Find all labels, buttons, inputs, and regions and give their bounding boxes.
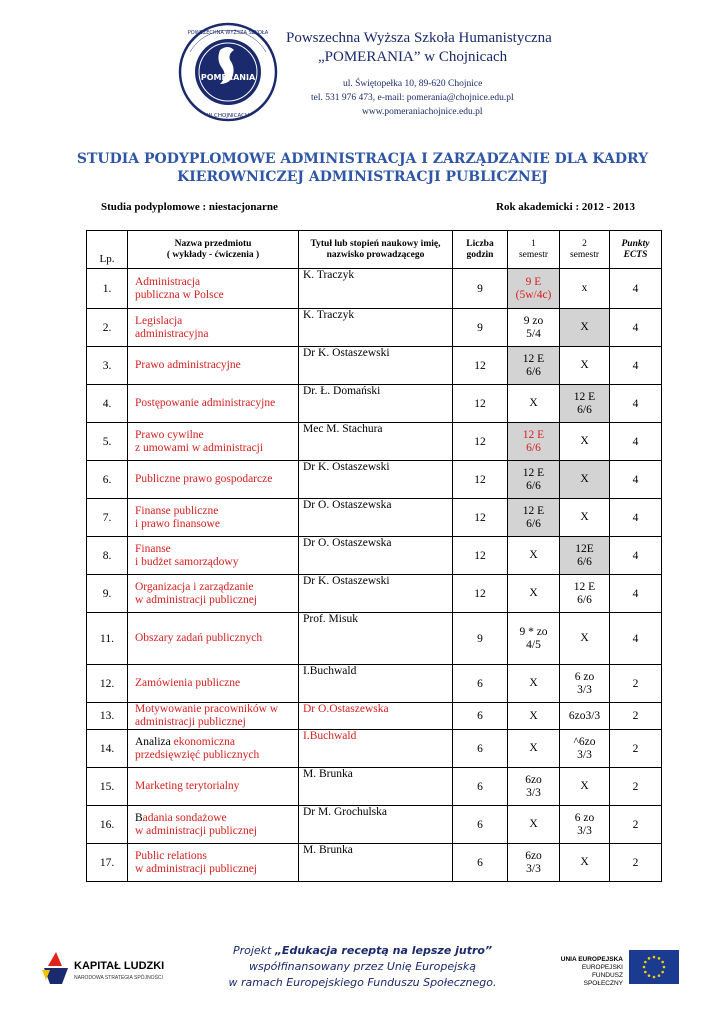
footer-line1-pre: Projekt xyxy=(232,944,275,957)
footer-line3: w ramach Europejskiego Funduszu Społecznego. xyxy=(228,976,497,989)
row-number: 15. xyxy=(87,768,128,806)
header-sem1-l1: 1 xyxy=(531,238,536,249)
header-lp: Lp. xyxy=(87,231,128,269)
semester2-cell xyxy=(560,499,610,537)
row-number: 9. xyxy=(87,575,128,613)
eu-text xyxy=(555,956,623,988)
academic-year: Rok akademicki : 2012 - 2013 xyxy=(496,201,636,213)
hours-cell: 6 xyxy=(453,665,508,703)
semester2-value: 6 zo xyxy=(574,670,595,683)
semester1-value: 6zo xyxy=(525,849,542,862)
semester2-detail: 3/3 xyxy=(577,748,592,761)
lecturer-cell: Dr O. Ostaszewska xyxy=(299,537,453,575)
table-row xyxy=(87,347,662,385)
lecturer-cell: M. Brunka xyxy=(299,844,453,882)
header-subject-l1: Nazwa przedmiotu xyxy=(174,238,252,249)
ects-cell: 4 xyxy=(610,423,662,461)
subject-line1 xyxy=(135,812,298,825)
subject-cell xyxy=(128,499,299,537)
semester1-cell xyxy=(508,537,560,575)
subject-cell xyxy=(128,768,299,806)
ects-cell: 4 xyxy=(610,385,662,423)
document-title xyxy=(0,150,725,186)
subject-line1: Finanse xyxy=(135,542,171,555)
footer-project-name: „Edukacja receptą na lepsze jutro” xyxy=(274,944,493,957)
subject-line1: Organizacja i zarządzanie xyxy=(135,580,254,593)
subject-line2: przedsięwzięć publicznych xyxy=(135,748,260,761)
eu-star-icon xyxy=(663,966,666,969)
subject-line1: Prawo administracyjne xyxy=(135,359,241,371)
semester2-value: 6 zo xyxy=(574,811,595,824)
curriculum-table xyxy=(86,230,662,882)
semester2-cell xyxy=(560,385,610,423)
row-number: 16. xyxy=(87,806,128,844)
table-row xyxy=(87,613,662,665)
semester2-value: X xyxy=(580,632,589,644)
semester2-cell xyxy=(560,537,610,575)
svg-text:POWSZECHNA WYŻSZA SZKOŁA: POWSZECHNA WYŻSZA SZKOŁA xyxy=(187,30,269,36)
ects-cell: 2 xyxy=(610,768,662,806)
hours-cell: 12 xyxy=(453,347,508,385)
svg-text:POMERANIA: POMERANIA xyxy=(200,73,256,82)
table-row xyxy=(87,537,662,575)
subject-line1-part-a: B xyxy=(135,811,143,824)
semester2-value: X xyxy=(580,780,589,792)
semester2-value: ^6zo xyxy=(573,735,596,748)
semester2-value: X xyxy=(580,511,589,523)
subject-line2: administracyjna xyxy=(135,327,209,340)
institution-name: Powszechna Wyższa Szkoła Humanistyczna xyxy=(286,30,552,46)
semester1-value: X xyxy=(529,677,538,689)
semester2-cell xyxy=(560,613,610,665)
hours-cell: 12 xyxy=(453,423,508,461)
lecturer-cell: Dr M. Grochulska xyxy=(299,806,453,844)
subject-line1: Publiczne prawo gospodarcze xyxy=(135,473,273,485)
institution-website: www.pomeraniachojnice.edu.pl xyxy=(362,107,483,117)
table-row xyxy=(87,575,662,613)
semester1-value: X xyxy=(529,549,538,561)
header-ects xyxy=(610,231,662,269)
row-number: 14. xyxy=(87,730,128,768)
subject-line1: Obszary zadań publicznych xyxy=(135,632,263,644)
subject-cell xyxy=(128,806,299,844)
semester2-cell xyxy=(560,423,610,461)
subject-cell xyxy=(128,537,299,575)
lecturer-cell: Prof. Misuk xyxy=(299,613,453,665)
semester1-cell xyxy=(508,423,560,461)
semester2-value: X xyxy=(580,359,589,371)
semester1-value: 9 zo xyxy=(523,314,544,327)
semester2-value: X xyxy=(580,321,589,333)
row-number: 17. xyxy=(87,844,128,882)
row-number: 12. xyxy=(87,665,128,703)
institution-contact: tel. 531 976 473, e-mail: pomerania@chojnice.edu.pl xyxy=(311,93,514,103)
subject-line1: Finanse publiczne xyxy=(135,504,219,517)
title-line2: KIEROWNICZEJ ADMINISTRACJI PUBLICZNEJ xyxy=(177,169,548,185)
title-line1: STUDIA PODYPLOMOWE ADMINISTRACJA I ZARZĄDZANIE DLA KADRY xyxy=(76,151,649,167)
header-lecturer-l1: Tytuł lub stopień naukowy imię, xyxy=(310,238,441,249)
header-lecturer xyxy=(299,231,453,269)
semester1-cell xyxy=(508,703,560,730)
eu-star-icon xyxy=(661,961,664,964)
subject-cell xyxy=(128,844,299,882)
lecturer-cell: Dr O. Ostaszewska xyxy=(299,499,453,537)
ects-cell: 4 xyxy=(610,499,662,537)
institution-header xyxy=(178,22,552,124)
institution-name-line2: „POMERANIA” w Chojnicach xyxy=(318,49,508,65)
subject-cell xyxy=(128,423,299,461)
header-subject xyxy=(128,231,299,269)
semester2-value: 12 E xyxy=(573,580,596,593)
semester1-cell xyxy=(508,309,560,347)
table-row xyxy=(87,423,662,461)
university-logo xyxy=(178,22,278,122)
header-hours xyxy=(453,231,508,269)
header-sem2-l1: 2 xyxy=(582,238,587,249)
eu-star-icon xyxy=(648,974,651,977)
subject-cell xyxy=(128,269,299,309)
semester2-cell xyxy=(560,844,610,882)
semester1-cell xyxy=(508,768,560,806)
semester2-detail: 3/3 xyxy=(577,824,592,837)
subject-cell xyxy=(128,665,299,703)
hours-cell: 9 xyxy=(453,613,508,665)
eu-flag-icon xyxy=(629,950,679,984)
header-sem2-l2: semestr xyxy=(569,249,600,260)
subject-cell xyxy=(128,613,299,665)
semester1-cell xyxy=(508,269,560,309)
semester2-cell xyxy=(560,461,610,499)
subject-line2: publiczna w Polsce xyxy=(135,288,224,301)
semester2-detail: 3/3 xyxy=(577,683,592,696)
ects-cell: 2 xyxy=(610,665,662,703)
semester1-value: X xyxy=(529,818,538,830)
table-row xyxy=(87,385,662,423)
lecturer-cell: Dr K. Ostaszewski xyxy=(299,461,453,499)
semester2-cell xyxy=(560,347,610,385)
header-lecturer-l2: nazwisko prowadzącego xyxy=(326,249,425,260)
subject-cell xyxy=(128,461,299,499)
semester1-value: 6zo xyxy=(525,773,542,786)
eu-line3: FUNDUSZ SPOŁECZNY xyxy=(583,972,623,987)
row-number: 1. xyxy=(87,269,128,309)
semester1-value: 12 E xyxy=(522,352,545,365)
header-sem1 xyxy=(508,231,560,269)
hours-cell: 6 xyxy=(453,806,508,844)
eu-line2: EUROPEJSKI xyxy=(581,964,623,971)
subject-line2: w administracji publicznej xyxy=(135,593,257,606)
semester1-cell xyxy=(508,730,560,768)
semester1-cell xyxy=(508,665,560,703)
semester1-detail: (5w/4c) xyxy=(515,288,552,301)
row-number: 4. xyxy=(87,385,128,423)
semester1-value: 12 E xyxy=(522,466,545,479)
subject-line1: Public relations xyxy=(135,849,207,862)
subject-cell xyxy=(128,309,299,347)
semester1-detail: 5/4 xyxy=(526,327,541,340)
subject-line2: i budżet samorządowy xyxy=(135,555,239,568)
subject-line2: w administracji publicznej xyxy=(135,824,257,837)
hours-cell: 9 xyxy=(453,269,508,309)
kapital-ludzki-title: KAPITAŁ LUDZKI xyxy=(74,960,165,972)
subject-line1: Marketing terytorialny xyxy=(135,780,240,792)
ects-cell: 4 xyxy=(610,613,662,665)
semester1-cell xyxy=(508,806,560,844)
eu-star-icon xyxy=(643,966,646,969)
semester1-detail: 6/6 xyxy=(526,479,541,492)
eu-star-icon xyxy=(661,971,664,974)
semester2-cell xyxy=(560,665,610,703)
semester1-detail: 6/6 xyxy=(526,441,541,454)
ects-cell: 2 xyxy=(610,730,662,768)
semester1-detail: 4/5 xyxy=(526,638,541,651)
semester1-value: 12 E xyxy=(522,428,545,441)
header-subject-l2: ( wykłady - ćwiczenia ) xyxy=(166,249,260,260)
svg-text:W CHOJNICACH: W CHOJNICACH xyxy=(206,113,250,119)
lecturer-cell: I.Buchwald xyxy=(299,730,453,768)
subject-line2: i prawo finansowe xyxy=(135,517,220,530)
lecturer-cell: M. Brunka xyxy=(299,768,453,806)
semester1-cell xyxy=(508,461,560,499)
ects-cell: 4 xyxy=(610,309,662,347)
subject-line1: Administracja xyxy=(135,275,201,288)
subject-line1-part-b: ekonomiczna xyxy=(173,735,235,748)
subject-cell xyxy=(128,703,299,730)
footer-line2: współfinansowany przez Unię Europejską xyxy=(248,960,477,973)
subject-line2: w administracji publicznej xyxy=(135,862,257,875)
ects-cell: 4 xyxy=(610,269,662,309)
table-row xyxy=(87,665,662,703)
semester1-detail: 6/6 xyxy=(526,365,541,378)
lecturer-cell: Dr. Ł. Domański xyxy=(299,385,453,423)
lecturer-cell: Mec M. Stachura xyxy=(299,423,453,461)
lecturer-cell: Dr K. Ostaszewski xyxy=(299,575,453,613)
subject-line1: Legislacja xyxy=(135,314,183,327)
semester1-detail: 6/6 xyxy=(526,517,541,530)
row-number: 6. xyxy=(87,461,128,499)
institution-address: ul. Świętopełka 10, 89-620 Chojnice xyxy=(343,79,483,89)
semester2-cell xyxy=(560,730,610,768)
semester2-value: X xyxy=(580,856,589,868)
table-row xyxy=(87,309,662,347)
semester2-detail: 6/6 xyxy=(577,593,592,606)
lecturer-cell: Dr K. Ostaszewski xyxy=(299,347,453,385)
semester1-detail: 3/3 xyxy=(526,786,541,799)
subject-cell xyxy=(128,385,299,423)
subject-line1-part-a: Analiza xyxy=(135,735,174,748)
header-hours-l2: godzin xyxy=(466,249,494,260)
semester2-cell xyxy=(560,703,610,730)
hours-cell: 6 xyxy=(453,844,508,882)
semester1-value: X xyxy=(529,397,538,409)
lecturer-cell: K. Traczyk xyxy=(299,309,453,347)
hours-cell: 6 xyxy=(453,768,508,806)
eu-star-icon xyxy=(653,976,656,979)
subject-line1 xyxy=(135,736,298,749)
row-number: 3. xyxy=(87,347,128,385)
eu-star-icon xyxy=(658,957,661,960)
eu-star-icon xyxy=(644,961,647,964)
ects-cell: 4 xyxy=(610,575,662,613)
semester2-detail: 6/6 xyxy=(577,555,592,568)
subject-line1: Zamówienia publiczne xyxy=(135,677,241,689)
row-number: 8. xyxy=(87,537,128,575)
table-header-row xyxy=(87,231,662,269)
hours-cell: 6 xyxy=(453,703,508,730)
subject-line1: Postępowanie administracyjne xyxy=(135,397,276,409)
hours-cell: 12 xyxy=(453,575,508,613)
semester2-detail: 6/6 xyxy=(577,403,592,416)
row-number: 5. xyxy=(87,423,128,461)
row-number: 13. xyxy=(87,703,128,730)
hours-cell: 12 xyxy=(453,461,508,499)
semester2-value: 12E xyxy=(575,542,594,555)
semester2-value: X xyxy=(580,473,589,485)
semester2-cell xyxy=(560,575,610,613)
lecturer-cell: K. Traczyk xyxy=(299,269,453,309)
subject-cell xyxy=(128,730,299,768)
lecturer-cell: I.Buchwald xyxy=(299,665,453,703)
semester1-cell xyxy=(508,385,560,423)
subject-line1-part-b: adania sondażowe xyxy=(142,811,227,824)
hours-cell: 12 xyxy=(453,385,508,423)
semester1-value: X xyxy=(529,742,538,754)
eu-line1: UNIA EUROPEJSKA xyxy=(560,956,623,963)
subject-line1: Motywowanie pracowników w xyxy=(135,703,279,715)
header-sem2 xyxy=(560,231,610,269)
table-row xyxy=(87,844,662,882)
subject-cell xyxy=(128,575,299,613)
table-row xyxy=(87,269,662,309)
semester1-cell xyxy=(508,844,560,882)
row-number: 7. xyxy=(87,499,128,537)
subject-line2: z umowami w administracji xyxy=(135,441,264,454)
semester2-value: 12 E xyxy=(573,390,596,403)
eu-star-icon xyxy=(648,957,651,960)
study-mode: Studia podyplomowe : niestacjonarne xyxy=(101,201,278,213)
ects-cell: 2 xyxy=(610,844,662,882)
kapital-ludzki-subtitle: NARODOWA STRATEGIA SPÓJNOŚCI xyxy=(74,975,163,981)
header-ects-l1: Punkty xyxy=(621,238,650,249)
subject-line1: Prawo cywilne xyxy=(135,428,204,441)
semester1-value: 12 E xyxy=(522,504,545,517)
semester2-cell xyxy=(560,768,610,806)
eu-star-icon xyxy=(653,956,656,959)
row-number: 2. xyxy=(87,309,128,347)
semester1-value: 9 * zo xyxy=(519,625,548,638)
table-row xyxy=(87,499,662,537)
lecturer-cell: Dr O.Ostaszewska xyxy=(299,703,453,730)
semester1-value: X xyxy=(529,709,538,722)
header-ects-l2: ECTS xyxy=(623,249,648,260)
semester2-value: x xyxy=(581,282,588,294)
table-row xyxy=(87,461,662,499)
ects-cell: 2 xyxy=(610,703,662,730)
hours-cell: 12 xyxy=(453,537,508,575)
ects-cell: 4 xyxy=(610,347,662,385)
row-number: 11. xyxy=(87,613,128,665)
semester1-value: X xyxy=(529,587,538,599)
semester2-cell xyxy=(560,309,610,347)
header-sem1-l2: semestr xyxy=(518,249,549,260)
semester1-cell xyxy=(508,613,560,665)
semester1-cell xyxy=(508,499,560,537)
hours-cell: 6 xyxy=(453,730,508,768)
semester2-cell xyxy=(560,806,610,844)
semester1-cell xyxy=(508,347,560,385)
subject-cell xyxy=(128,347,299,385)
eu-star-icon xyxy=(644,971,647,974)
ects-cell: 4 xyxy=(610,537,662,575)
subject-line2: administracji publicznej xyxy=(135,716,246,728)
table-row xyxy=(87,768,662,806)
table-row xyxy=(87,806,662,844)
header-hours-l1: Liczba xyxy=(466,238,494,249)
semester2-cell xyxy=(560,269,610,309)
hours-cell: 12 xyxy=(453,499,508,537)
table-row xyxy=(87,730,662,768)
table-row xyxy=(87,703,662,730)
hours-cell: 9 xyxy=(453,309,508,347)
semester1-cell xyxy=(508,575,560,613)
eu-star-icon xyxy=(658,974,661,977)
semester2-value: X xyxy=(580,435,589,447)
ects-cell: 2 xyxy=(610,806,662,844)
semester1-detail: 3/3 xyxy=(526,862,541,875)
ects-cell: 4 xyxy=(610,461,662,499)
semester1-value: 9 E xyxy=(525,275,542,288)
semester2-value: 6zo3/3 xyxy=(568,709,601,722)
eu-social-fund-logo xyxy=(555,950,680,986)
